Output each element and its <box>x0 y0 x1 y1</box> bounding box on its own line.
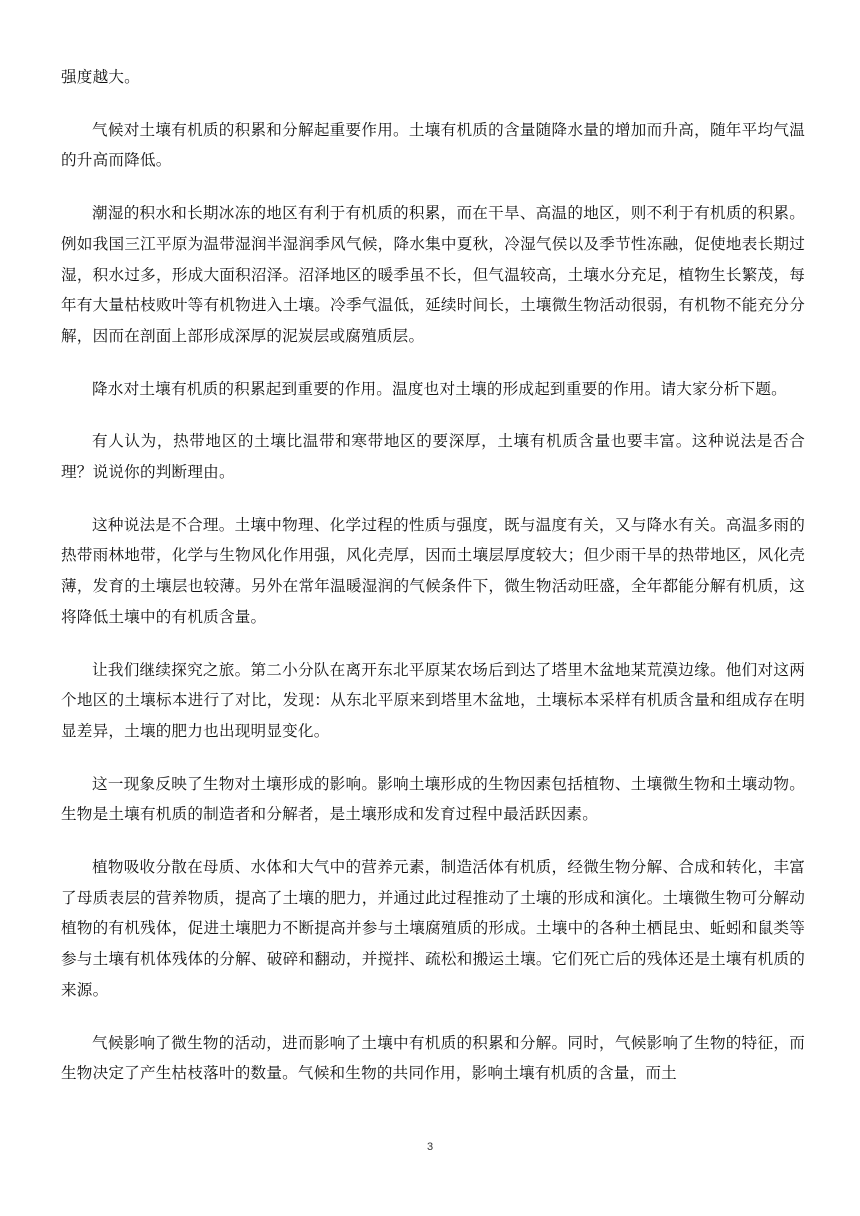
page-number: 3 <box>426 1141 434 1153</box>
paragraph-9: 植物吸收分散在母质、水体和大气中的营养元素，制造活体有机质，经微生物分解、合成和转化，丰富了母质表层的营养物质，提高了土壤的肥力，并通过此过程推动了土壤的形成和演化。土壤微生物可分解动植物的有机残体，促进土壤肥力不断提高并参与土壤腐殖质的形成。土壤中的各种土栖昆虫、蚯蚓和鼠类等参与土壤有机体残体的分解、破碎和翻动，并搅拌、疏松和搬运土壤。它们死亡后的残体还是土壤有机质的来源。 <box>61 858 805 999</box>
paragraph-4: 降水对土壤有机质的积累起到重要的作用。温度也对土壤的形成起到重要的作用。请大家分析下题。 <box>92 379 787 398</box>
paragraph-2: 气候对土壤有机质的积累和分解起重要作用。土壤有机质的含量随降水量的增加而升高，随年平均气温的升高而降低。 <box>61 120 805 170</box>
paragraph-8: 这一现象反映了生物对土壤形成的影响。影响土壤形成的生物因素包括植物、土壤微生物和土壤动物。生物是土壤有机质的制造者和分解者，是土壤形成和发育过程中最活跃因素。 <box>61 774 805 824</box>
document-body <box>61 62 805 1111</box>
paragraph-3: 潮湿的积水和长期冰冻的地区有利于有机质的积累，而在干旱、高温的地区，则不利于有机质的积累。例如我国三江平原为温带湿润半湿润季风气候，降水集中夏秋，冷湿气侯以及季节性冻融，促使地表长期过湿，积水过多，形成大面积沼泽。沼泽地区的暖季虽不长，但气温较高，土壤水分充足，植物生长繁茂，每年有大量枯枝败叶等有机物进入土壤。冷季气温低，延续时间长，土壤微生物活动很弱，有机物不能充分分解，因而在剖面上部形成深厚的泥炭层或腐殖质层。 <box>61 204 805 345</box>
paragraph-5: 有人认为，热带地区的土壤比温带和寒带地区的要深厚，土壤有机质含量也要丰富。这种说法是否合理？说说你的判断理由。 <box>61 432 805 482</box>
paragraph-10: 气候影响了微生物的活动，进而影响了土壤中有机质的积累和分解。同时，气候影响了生物的特征，而生物决定了产生枯枝落叶的数量。气候和生物的共同作用，影响土壤有机质的含量，而土 <box>61 1033 805 1083</box>
paragraph-6: 这种说法是不合理。土壤中物理、化学过程的性质与强度，既与温度有关，又与降水有关。高温多雨的热带雨林地带，化学与生物风化作用强，风化壳厚，因而土壤层厚度较大；但少雨干旱的热带地区，风化壳薄，发育的土壤层也较薄。另外在常年温暖湿润的气候条件下，微生物活动旺盛，全年都能分解有机质，这将降低土壤中的有机质含量。 <box>61 515 805 626</box>
paragraph-7: 让我们继续探究之旅。第二小分队在离开东北平原某农场后到达了塔里木盆地某荒漠边缘。他们对这两个地区的土壤标本进行了对比，发现：从东北平原来到塔里木盆地，土壤标本采样有机质含量和组成存在明显差异，土壤的肥力也出现明显变化。 <box>61 660 805 740</box>
paragraph-1: 强度越大。 <box>61 68 140 86</box>
